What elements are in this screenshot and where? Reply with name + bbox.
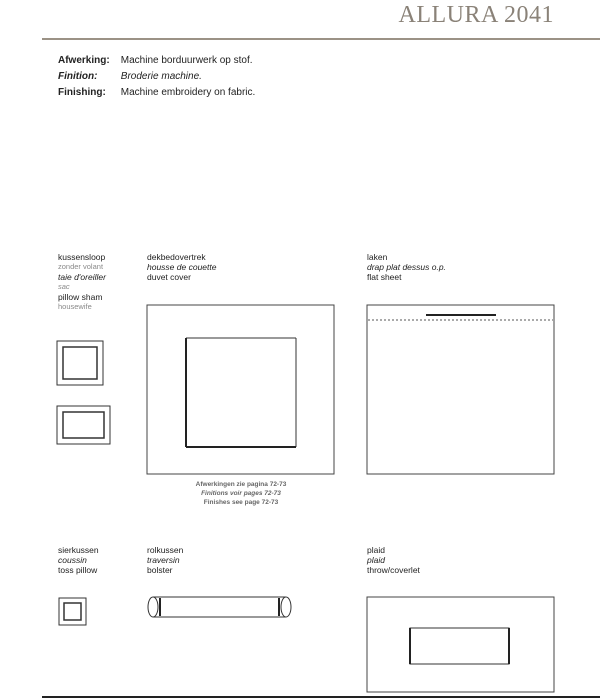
finishing-en-value: Machine embroidery on fabric. [120, 87, 256, 98]
bolster-fr: traversin [147, 555, 180, 565]
plaid-en: throw/coverlet [367, 565, 420, 575]
toss-labels [58, 545, 99, 575]
sheet-fr: drap plat dessus o.p. [367, 262, 446, 272]
finishing-nl [58, 55, 253, 67]
brand-title: ALLURA 2041 [398, 2, 554, 28]
pillow-fr: taie d'oreiller [58, 272, 106, 282]
pillow-nl-sub: zonder volant [58, 262, 104, 271]
bolster-drawing [145, 594, 295, 620]
pillow-labels [58, 252, 106, 312]
duvet-cover-drawing [146, 304, 336, 476]
pillow-fr-sub: sac [58, 282, 70, 291]
plaid-labels [367, 545, 420, 575]
pillow-sham-drawing [56, 340, 104, 388]
pillow-en: pillow sham [58, 292, 103, 302]
finishes-note-fr: Finitions voir pages 72-73 [201, 490, 281, 497]
duvet-en: duvet cover [147, 272, 191, 282]
pillow-en-sub: housewife [58, 302, 92, 311]
toss-fr: coussin [58, 555, 87, 565]
toss-pillow-drawing [58, 597, 88, 627]
duvet-fr: housse de couette [147, 262, 217, 272]
finishing-fr-value: Broderie machine. [120, 71, 202, 82]
pillow-nl: kussensloop [58, 252, 106, 262]
duvet-labels [147, 252, 216, 282]
finishing-nl-label: Afwerking: [58, 55, 110, 66]
bolster-nl: rolkussen [147, 545, 184, 555]
finishes-note-nl: Afwerkingen zie pagina 72-73 [195, 481, 287, 488]
bolster-en: bolster [147, 565, 173, 575]
plaid-drawing [366, 596, 556, 694]
pillow-housewife-drawing [56, 405, 112, 447]
plaid-fr: plaid [367, 555, 385, 565]
sheet-nl: laken [367, 252, 388, 262]
header-rule [42, 38, 600, 40]
duvet-nl: dekbedovertrek [147, 252, 206, 262]
finishes-note [147, 480, 335, 507]
flat-sheet-drawing [366, 304, 556, 476]
toss-nl: sierkussen [58, 545, 99, 555]
finishing-en-label: Finishing: [58, 87, 106, 98]
finishing-nl-value: Machine borduurwerk op stof. [120, 55, 253, 66]
footer-rule [42, 696, 600, 698]
toss-en: toss pillow [58, 565, 98, 575]
plaid-nl: plaid [367, 545, 385, 555]
bolster-labels [147, 545, 183, 575]
finishing-fr-label: Finition: [58, 71, 98, 82]
sheet-labels [367, 252, 446, 282]
finishing-en [58, 87, 255, 99]
finishing-fr [58, 71, 202, 83]
sheet-en: flat sheet [367, 272, 402, 282]
finishes-note-en: Finishes see page 72-73 [203, 499, 279, 506]
